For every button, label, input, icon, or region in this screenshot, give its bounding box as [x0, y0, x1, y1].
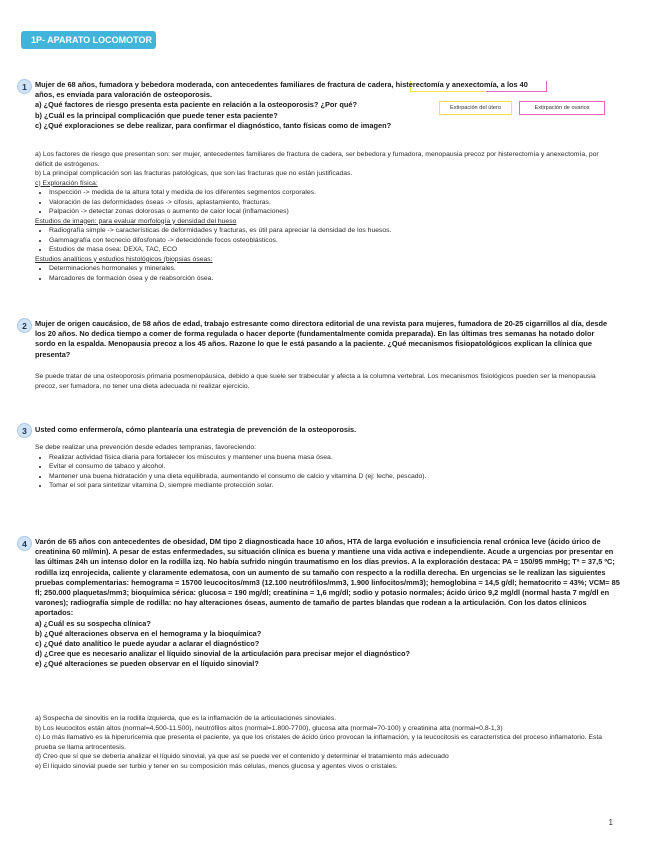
list-item: • Valoración de las deformidades óseas -> cifosis, aplastamiento, fracturas. — [49, 198, 615, 208]
list-item: • Palpación -> detectar zonas dolorosas o aumento de calor local (inflamaciones) — [49, 207, 615, 217]
answer-1c-heading: c) Exploración física: — [35, 179, 98, 187]
list-item: • Tomar el sol para sintetizar vitamina D, siempre mediante protección solar. — [49, 481, 615, 491]
annotation-pink: Extirpación de ovarios — [519, 101, 605, 115]
question-3: Usted como enfermero/a, cómo plantearía una estrategia de prevención de la osteoporosis. — [35, 425, 357, 434]
q1-line: a) ¿Qué factores de riesgo presenta esta paciente en relación a la osteoporosis? ¿Por qué? — [35, 100, 357, 110]
answer-1a: a) Los factores de riesgo que presentan son: ser mujer, antecedentes familiares de fractura de cadera, ser bebedora y fumadora, menopausia precoz por histerectomía y anexectomía, por déficit de estrógenos. — [35, 151, 599, 168]
answer-4a: a) Sospecha de sinovitis en la rodilla izquierda, que es la inflamación de la articulaciones sinoviales. — [35, 715, 337, 722]
q4-sub: e) ¿Qué alteraciones se pueden observar en el líquido sinovial? — [35, 659, 259, 669]
fisica-list — [35, 188, 615, 217]
answer-4 — [35, 714, 620, 771]
list-item: • Radiografía simple -> características de deformidades y fracturas, es útil para apreciar la densidad de los huesos. — [49, 226, 615, 236]
analiticos-list — [35, 264, 615, 283]
q1-line: c) ¿Qué exploraciones se debe realizar, para confirmar el diagnóstico, tanto físicas como de imagen? — [35, 120, 392, 130]
list-item: • Inspección -> medida de la altura total y medida de los diferentes segmentos corporales. — [49, 188, 615, 198]
question-number-4: 4 — [17, 536, 32, 551]
imagen-list — [35, 226, 615, 255]
annotation-yellow: Extirpación del útero — [439, 101, 512, 115]
list-item: • Mantener una buena hidratación y una dieta equilibrada, aumentando el consumo de calcio y vitamina D (ej: leche, pescado). — [49, 472, 615, 482]
section-title-tag: 1P- APARATO LOCOMOTOR — [21, 31, 156, 49]
question-number-3: 3 — [17, 423, 32, 438]
q4-sub: b) ¿Qué alteraciones observa en el hemograma y la bioquímica? — [35, 628, 262, 638]
page-number: 1 — [608, 818, 613, 827]
list-item: • Estudios de masa ósea: DEXA, TAC, ECO — [49, 245, 615, 255]
answer-4e: e) El líquido sinovial puede ser turbio y tener en su composición más células, menos glucosa y agentes vivos o cristales. — [35, 762, 398, 770]
question-1 — [35, 80, 635, 131]
list-item: • Realizar actividad física diaria para fortalecer los músculos y mantener una buena masa ósea. — [49, 453, 615, 463]
answer-2: Se puede tratar de una osteoporosis primaria posmenopáusica, debido a que suele ser trabecular y afecta a la columna vertebral. Los mecanismos fisiológicos pueden ser la menopausia precoz, ser fumadora, no tener una dieta adecuada ni realizar ejercicio. — [35, 373, 596, 390]
q4-sub: d) ¿Cree que es necesario analizar el líquido sinovial de la articulación para precisar mejor el diagnóstico? — [35, 649, 410, 659]
list-item: • Gammagrafía con tecnecio difosfonato -> detecidónde focos osteoblásticos. — [49, 236, 615, 246]
q1-line: Mujer de 68 años, fumadora y bebedora moderada, con antecedentes familiares de fractura de cadera, histerectomía y anexectomía, a los 40 — [35, 80, 528, 89]
question-number-2: 2 — [17, 318, 32, 333]
q4-sub: c) ¿Qué dato analítico le puede ayudar a aclarar el diagnóstico? — [35, 639, 260, 649]
answer-1 — [35, 150, 615, 283]
answer-3-intro: Se debe realizar una prevención desde edades tempranas, favoreciendo: — [35, 444, 257, 451]
prevention-list — [35, 453, 615, 491]
q1-line: años, es enviada para valoración de osteoporosis. — [35, 90, 213, 100]
q1-line: b) ¿Cuál es la principal complicación que puede tener esta paciente? — [35, 110, 278, 120]
question-4 — [35, 537, 620, 670]
answer-4d: d) Creo que sí que se debería analizar el líquido sinovial, ya que así se puede ver el contenido y determinar el tratamiento más adecuado — [35, 753, 449, 760]
answer-3 — [35, 443, 615, 491]
answer-4b: b) Los leucocitos están altos (normal=4.500-11.500), neutrófilos altos (normal=1.800-7700), glucosa alta (normal=70-100) y creatinina alta (normal=0,8-1,3) — [35, 724, 503, 732]
analiticos-heading: Estudios analíticos y estudios histológicos (biopsias óseas: — [35, 255, 213, 263]
q4-sub: a) ¿Cuál es su sospecha clínica? — [35, 618, 151, 628]
case-description: Varón de 65 años con antecedentes de obesidad, DM tipo 2 diagnosticada hace 10 años, HTA de larga evolución e insuficiencia renal crónica leve (ácido úrico de creatinina 60 ml/min). A pesar de estas enfermedades, su situación clínica es buena y mantiene una vida activa e independiente. Acude a urgencias por presentar en las últimas 24h un intenso dolor en la rodilla izq. No había sufrido ningún traumatismo en los días previos. A la exploración destaca: PA = 150/95 mmHg; Tª = 37,5 ºC; rodilla izq enrojecida, caliente y claramente edematosa, con un aumento de su tamaño con respecto a la rodilla derecha. En urgencias se le realizan las siguientes pruebas complementarias: hemograma = 15700 leucocitos/mm3 (12.100 neutrófilos/mm3, 1.900 linfocitos/mm3); hemoglobina = 14,5 g/dl; hematocrito = 43%; VCM= 85 fl; 250.000 plaquetas/mm3; bioquímica sérica: glucosa = 190 mg/dl; creatinina = 1,6 mg/dl; sodio y potasio normales; ácido úrico 9,2 mg/dl (normal hasta 7 mg/dl en varones); radiografía simple de rodilla: no hay alteraciones óseas, aumento de tamaño de partes blandas que rodean a la articulación. Con los datos clínicos aportados: — [35, 537, 620, 618]
imagen-heading: Estudios de imagen: para evaluar morfología y densidad del hueso — [35, 217, 237, 225]
answer-4c: c) Lo más llamativo es la hiperuricemia que presenta el paciente, ya que los cristales de ácido úrico provocan la inflamación, y la leucocitosis es característica del proceso inflamatorio. Esta prueba se llama artrocentesis. — [35, 734, 603, 751]
list-item: • Marcadores de formación ósea y de reabsorción ósea. — [49, 274, 615, 284]
question-number-1: 1 — [17, 79, 32, 94]
answer-1b: b) La principal complicación son las fracturas patológicas, que son las fracturas que no están justificadas. — [35, 170, 353, 177]
list-item: • Evitar el consumo de tabaco y alcohol. — [49, 462, 615, 472]
list-item: • Determinaciones hormonales y minerales. — [49, 264, 615, 274]
question-2: Mujer de origen caucásico, de 58 años de edad, trabajo estresante como directora editorial de una revista para mujeres, fumadora de 20-25 cigarrillos al día, desde los 20 años. No dedica tiempo a comer de forma regulada o hacer deporte (fundamentalmente comida preparada). En las últimas tres semanas ha notado dolor sordo en la espalda. Menopausia precoz a los 45 años. Razone lo que le está pasando a la paciente. ¿Qué mecanismos fisiopatológicos explican la clínica que presenta? — [35, 319, 608, 359]
